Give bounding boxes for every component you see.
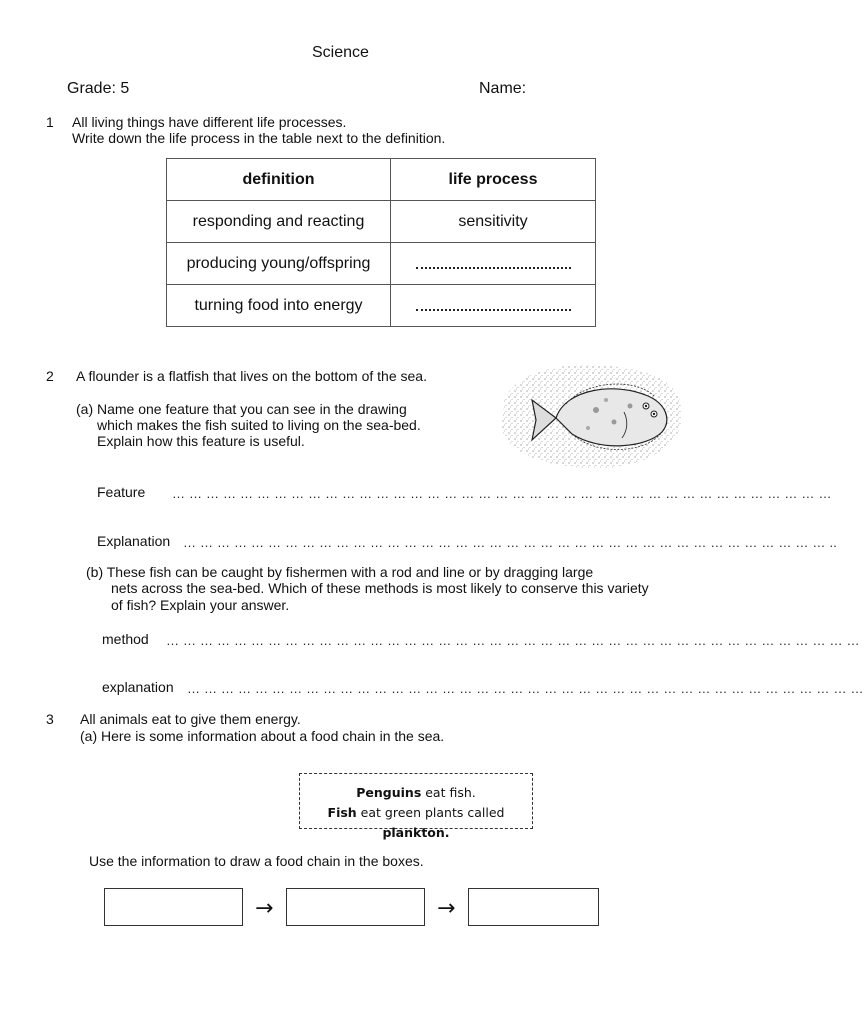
food-chain-box-2[interactable] [286, 888, 425, 926]
info-penguins: Penguins [356, 785, 422, 800]
life-process-table [166, 158, 596, 327]
flounder-drawing [496, 360, 686, 472]
q2-intro: A flounder is a flatfish that lives on the bottom of the sea. [76, 368, 427, 384]
method-answer-line[interactable]: … … … … … … … … … … … … … … … … … … … … … … … … … … … … … … … … … … … … … … … … … [166, 633, 860, 648]
process-answer-blank[interactable] [391, 285, 596, 327]
explanation-label: Explanation [97, 533, 171, 549]
q3-number: 3 [46, 711, 54, 727]
info-eat-plants: eat green plants called [356, 805, 505, 820]
arrow-right-icon: → [255, 896, 274, 921]
q3-line2: (a) Here is some information about a food chain in the sea. [80, 728, 445, 744]
dotted-answer-line [416, 253, 571, 269]
food-chain-box-3[interactable] [468, 888, 599, 926]
dotted-answer-line [416, 295, 571, 311]
table-row [167, 285, 596, 327]
q2b-line3: of fish? Explain your answer. [111, 597, 290, 613]
q2-number: 2 [46, 368, 54, 384]
header-life-process: life process [391, 159, 596, 201]
definition-cell: turning food into energy [167, 285, 391, 327]
definition-cell: producing young/offspring [167, 243, 391, 285]
food-chain-info-box [299, 773, 533, 840]
process-cell: sensitivity [391, 201, 596, 243]
info-plankton: plankton. [382, 825, 450, 840]
q2a-line2: which makes the fish suited to living on the sea-bed. [97, 417, 421, 433]
food-chain-box-1[interactable] [104, 888, 243, 926]
info-eat-fish: eat fish. [421, 785, 476, 800]
q2a-line1: (a) Name one feature that you can see in the drawing [76, 401, 407, 417]
table-row [167, 243, 596, 285]
q3-instruction: Use the information to draw a food chain in the boxes. [89, 853, 424, 869]
q3-line1: All animals eat to give them energy. [80, 711, 301, 727]
q2b-line1: (b) These fish can be caught by fishermen with a rod and line or by dragging large [86, 564, 594, 580]
explanation2-label: explanation [102, 679, 174, 695]
explanation2-answer-line[interactable]: … … … … … … … … … … … … … … … … … … … … … … … … … … … … … … … … … … … … … … … … [187, 681, 864, 696]
process-answer-blank[interactable] [391, 243, 596, 285]
feature-label: Feature [97, 484, 146, 500]
definition-cell: responding and reacting [167, 201, 391, 243]
grade-label: Grade: 5 [67, 80, 130, 97]
table-header-row [167, 159, 596, 201]
q2a-line3: Explain how this feature is useful. [97, 433, 305, 449]
info-fish: Fish [327, 805, 357, 820]
q1-number: 1 [46, 114, 54, 130]
info-line-1 [300, 783, 532, 803]
q1-line1: All living things have different life processes. [72, 114, 347, 130]
arrow-right-icon: → [437, 896, 456, 921]
method-label: method [102, 631, 149, 647]
explanation-answer-line[interactable]: … … … … … … … … … … … … … … … … … … … … … … … … … … … … … … … … … … … … … … .. [183, 535, 838, 550]
q2b-line2: nets across the sea-bed. Which of these methods is most likely to conserve this variety [111, 580, 649, 596]
q1-line2: Write down the life process in the table next to the definition. [72, 130, 446, 146]
header-definition: definition [167, 159, 391, 201]
name-label: Name: [479, 80, 527, 97]
table-row [167, 201, 596, 243]
feature-answer-line[interactable]: … … … … … … … … … … … … … … … … … … … … … … … … … … … … … … … … … … … … … … … [172, 486, 832, 501]
page-title: Science [312, 44, 369, 61]
info-line-2 [300, 803, 532, 843]
